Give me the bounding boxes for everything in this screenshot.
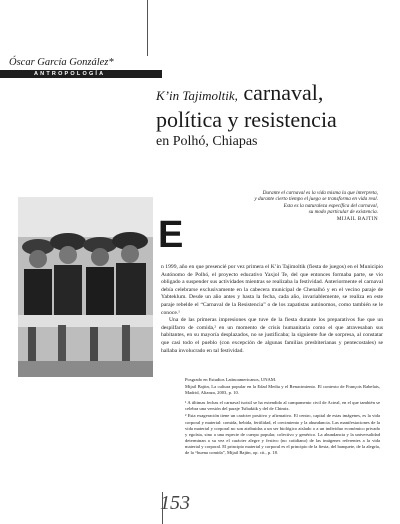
- footnote: ¹ A últimas fechas el carnaval tsotsil se ha extendido al campamento civil de Acteal, en el que también se celebra una versión del paraje Tsibaktik y del de Chimix.: [185, 400, 380, 412]
- author-name: Óscar García González*: [9, 57, 114, 68]
- title-subtitle: en Polhó, Chiapas: [156, 134, 258, 149]
- carnival-photo: [18, 197, 153, 377]
- body-text: [161, 264, 383, 355]
- epigraph-line: su modo particular de existencia.: [308, 209, 378, 216]
- epigraph-source: MIJAIL BAJTIN: [336, 215, 378, 222]
- body-paragraph: Una de las primeras impresiones que tuve de la fiesta durante los preparativos fue que un despilfarro de comida,² en un momento de crisis humanitaria como el que atravesaban sus habitantes, en su mayoría desplazados, no se justificaba; la siguiente fue de sorpresa, al constatar que casi todo el pueblo (con excepción de algunas familias presbiterianas y pentecostales) se hallaba involucrado en tal festividad.: [161, 317, 383, 354]
- photo-illustration: [18, 197, 153, 377]
- epigraph-line: Esta es la naturaleza específica del carnaval,: [283, 202, 378, 209]
- body-paragraph: n 1999, año en que presencié por vez primera el K’in Tajimoltik (fiesta de juegos) en el Municipio Autónomo de Polhó, el proyecto educativo Yaxjol Te, del que entonces formaba parte, se vio obligado a suspender sus actividades mientras se realizaba la festividad. Anteriormente el carnaval debía celebrarse exclusivamente en la cabecera municipal de Chenalhó y en el vecino paraje de Yabteklum. Desde un año antes y hasta la fecha, cada año, invariablemente, se realiza en este paraje rebelde el “Carnaval de la Resistencia” o de los zapatistas autónomos, como también se le conoce.¹: [161, 264, 383, 316]
- section-banner: ANTROPOLOGÍA: [0, 70, 162, 78]
- footnote: Posgrado en Estudios Latinoamericanos, UNAM.: [185, 377, 277, 382]
- footnote: Mijail Bajtin, La cultura popular en la Edad Media y el Renacimiento. El contexto de François Rabelais, Madrid, Alianza, 2003, p. 10.: [185, 384, 380, 396]
- title-line-1: carnaval,: [237, 80, 324, 105]
- drop-cap: E: [158, 214, 184, 256]
- title-line-2: política y resistencia: [156, 107, 337, 132]
- epigraph-line: Durante el carnaval es la vida misma la que interpreta,: [262, 190, 378, 196]
- footnote: ² Esta exageración tiene un carácter positivo y afirmativo. El centro, capital de estas imágenes, es la vida corporal y material: comida, bebida, fertilidad, el crecimiento y la abundancia. Las manifestaciones de la vida material y corporal no son atribuidas a un ser biológico aislado o a un individuo económico privado y egoísta, sino a una especie de cuerpo popular, colectivo y genérico. La abundancia y la universalidad determinan a su vez el carácter alegre y festivo (no cotidiano) de las imágenes referentes a la vida material y corporal. El principio material y corporal es el principio de la fiesta, del banquete, de la alegría, de la “buena comida”, Mijail Bajtin, op. cit., p. 18.: [185, 413, 380, 456]
- column-rule-top: [147, 0, 148, 56]
- article-title: [156, 81, 396, 152]
- epigraph-line: y durante cierto tiempo el juego se transforma en vida real.: [254, 196, 378, 203]
- title-italic: K’in Tajimoltik,: [156, 88, 238, 103]
- page-number: 153: [160, 492, 190, 514]
- epigraph: [200, 190, 378, 222]
- footnotes: [185, 377, 380, 457]
